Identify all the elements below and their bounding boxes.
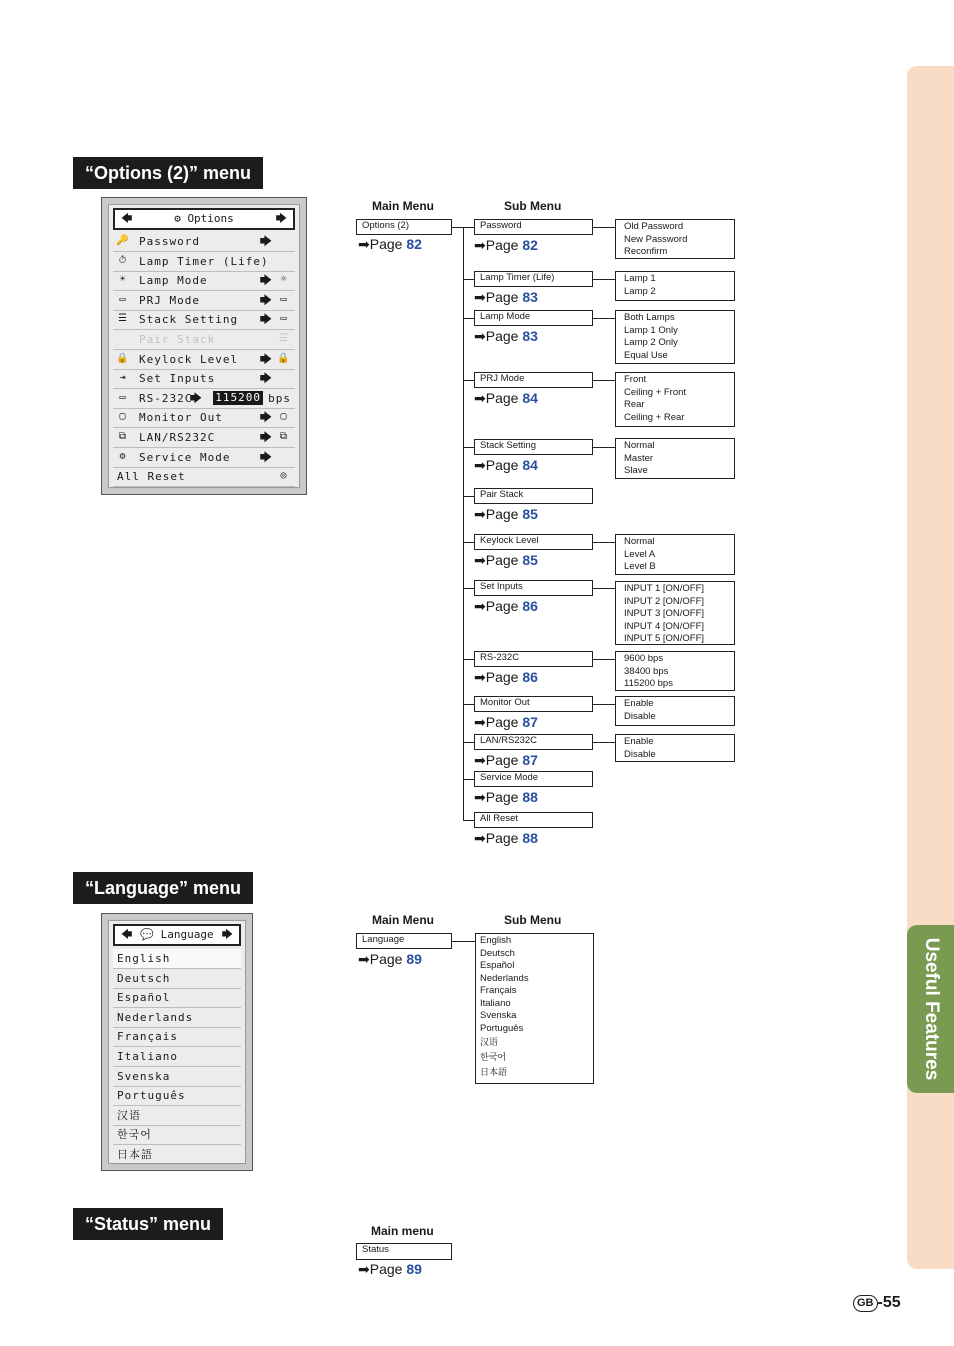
option-item[interactable]: INPUT 4 [ON/OFF] [624,620,705,632]
osd-item-rs-232c[interactable] [113,389,295,409]
osd-item-label: All Reset [117,470,186,484]
options-osd-title: Options [187,212,234,225]
language-option-item[interactable]: Svenska [480,1010,517,1021]
osd-item-icon: ⇥ [119,372,127,384]
connector-line [463,779,474,780]
osd-item-icon: ⏱ [118,254,128,266]
page-word: Page [485,552,519,568]
options-set-inputs [615,581,735,645]
option-item[interactable]: Master [624,452,654,464]
arrow-right-icon: ➡ [474,289,486,305]
submenu-all-reset[interactable]: All Reset [474,812,593,828]
option-item[interactable]: Lamp 2 Only [624,337,678,348]
page-number-link: 85 [522,552,538,568]
osd-language-label: Nederlands [117,1010,194,1024]
submenu-service-mode[interactable]: Service Mode [474,771,593,787]
osd-item-all-reset[interactable] [113,467,295,487]
arrow-left-icon: 🡄 [121,212,133,225]
page-ref-lamp-mode[interactable] [474,328,538,345]
page-number-link: 84 [522,390,538,406]
osd-language-item-9[interactable] [113,1125,241,1145]
arrow-right-icon: 🡆 [221,928,233,941]
osd-language-portugu-s[interactable] [113,1086,241,1106]
region-badge: GB [853,1295,878,1312]
option-item[interactable]: Disable [624,710,656,722]
page-ref-service-mode[interactable] [474,789,538,806]
options-rs-232c [615,651,735,691]
arrow-right-icon: ➡ [474,752,486,768]
arrow-right-icon: ➡ [474,714,486,730]
osd-item-icon: ▭ [119,391,127,403]
arrow-right-icon: ➡ [474,552,486,568]
page-word: Page [485,328,519,344]
option-item[interactable]: Lamp 1 Only [624,324,678,336]
osd-item-label: Monitor Out [139,411,223,425]
osd-language-label: Français [117,1030,178,1044]
language-osd-header [113,924,241,946]
osd-language-item-8[interactable] [113,1106,241,1126]
osd-item-icon: 🔑 [116,235,130,246]
osd-language-label: 日本語 [117,1148,153,1161]
option-item[interactable]: Normal [624,536,655,547]
osd-language-espa-ol[interactable] [113,988,241,1008]
rs232-baud-value[interactable]: 115200 [215,390,261,404]
page-number-value: -55 [877,1294,901,1311]
submenu-pair-stack[interactable]: Pair Stack [474,488,593,504]
submenu-monitor-out[interactable]: Monitor Out [474,696,593,712]
submenu-rs-232c[interactable]: RS-232C [474,651,593,667]
options-lamp-timer-life [615,271,735,301]
osd-language-label: English [117,952,171,965]
osd-item-setting-icon: ◎ [280,470,288,482]
language-sub-menu-header: Sub Menu [504,913,562,927]
connector-line [463,704,474,705]
osd-language-nederlands[interactable] [113,1008,241,1028]
language-option-item[interactable]: English [480,935,512,946]
page-number-link: 83 [522,289,538,305]
submenu-password[interactable]: Password [474,219,593,235]
options-menu-title: “Options (2)” menu [73,157,263,189]
options-lan-rs232c [615,734,735,762]
osd-language-label: Español [117,991,171,1005]
arrow-right-icon: ➡ [474,328,486,344]
osd-item-icon: ☀ [119,274,127,286]
option-item[interactable]: Slave [624,465,648,476]
status-page-ref[interactable] [358,1261,422,1278]
connector-line [463,659,474,660]
page-ref-set-inputs[interactable] [474,598,538,615]
page-number-link: 88 [522,830,538,846]
status-main-menu-header: Main menu [371,1224,434,1238]
connector-line [593,704,615,705]
submenu-set-inputs[interactable]: Set Inputs [474,580,593,596]
osd-item-monitor-out[interactable] [113,408,295,428]
arrow-right-icon: 🡆 [259,449,273,464]
options-page-ref[interactable] [358,236,422,253]
connector-line [452,941,475,942]
arrow-right-icon: 🡆 [259,371,273,386]
arrow-right-icon: 🡆 [189,390,203,405]
language-option-item[interactable]: Português [480,1022,524,1034]
osd-item-label: Service Mode [139,450,231,464]
options-trunk-line [463,227,464,821]
connector-line [593,318,615,319]
osd-item-service-mode[interactable] [113,448,295,468]
status-menu-title: “Status” menu [73,1208,223,1240]
submenu-keylock-level[interactable]: Keylock Level [474,534,593,550]
osd-item-setting-icon: ▢ [280,411,288,423]
language-main-menu-header: Main Menu [372,913,434,927]
page-word: Page [485,830,519,846]
page-number-link: 87 [522,714,538,730]
osd-item-lamp-mode[interactable] [113,271,295,291]
language-menu-title: “Language” menu [73,872,253,904]
page-word: Page [485,714,519,730]
arrow-right-icon: 🡆 [259,312,273,327]
option-item[interactable]: Lamp 1 [624,273,656,284]
rs232-unit: bps [268,391,291,405]
page-ref-pair-stack[interactable] [474,506,538,523]
option-item[interactable]: Rear [624,399,645,410]
page-word: Page [485,237,519,253]
page-ref-lamp-timer-life[interactable] [474,289,538,306]
connector-line [593,279,615,280]
connector-line [593,447,615,448]
arrow-right-icon: 🡆 [259,292,273,307]
page-word: Page [485,669,519,685]
options-prj-mode [615,372,735,427]
connector-line [593,588,615,589]
options-main-box[interactable]: Options (2) [356,219,452,235]
connector-line [463,820,474,821]
language-option-item[interactable]: 日本語 [480,1067,508,1077]
page-word: Page [485,752,519,768]
page-ref-password[interactable] [474,237,538,254]
option-item[interactable]: Ceiling + Front [624,386,687,398]
option-item[interactable]: Front [624,374,647,385]
osd-item-icon [116,333,130,345]
osd-language-label: 汉语 [117,1108,141,1122]
osd-item-icon: ▭ [119,293,127,305]
language-option-item[interactable]: Deutsch [480,947,515,959]
options-keylock-level [615,534,735,575]
arrow-right-icon: ➡ [474,457,486,473]
osd-item-label: RS-232C [139,391,193,405]
options-icon: ⚙ [174,212,188,225]
osd-language-label: Português [117,1089,186,1103]
page-number-link: 84 [522,457,538,473]
connector-line [463,227,474,228]
connector-line [593,742,615,743]
page-word: Page [485,506,519,522]
arrow-right-icon: ➡ [474,789,486,805]
arrow-right-icon: ➡ [358,1261,370,1277]
side-tab-label: Useful Features [921,937,942,1081]
option-item[interactable]: INPUT 3 [ON/OFF] [624,608,705,619]
connector-line [463,380,474,381]
main-menu-header: Main Menu [372,199,434,213]
page-ref-rs-232c[interactable] [474,669,538,686]
options-osd-header [113,208,295,230]
option-item[interactable]: Reconfirm [624,246,668,257]
connector-line [463,742,474,743]
page-word: Page [369,951,403,967]
page-number-link: 89 [406,1261,422,1277]
arrow-right-icon: 🡆 [259,410,273,425]
page-ref-all-reset[interactable] [474,830,538,847]
arrow-right-icon: ➡ [474,598,486,614]
submenu-lan-rs232c[interactable]: LAN/RS232C [474,734,593,750]
page-number-link: 82 [406,236,422,252]
osd-item-label: Set Inputs [139,372,216,386]
language-osd-panel [108,920,246,1164]
osd-item-icon: ⧉ [118,431,128,442]
osd-item-icon: ☰ [118,313,128,325]
osd-item-setting-icon: ☼ [280,274,288,286]
osd-item-label: Pair Stack [139,333,216,346]
page-ref-keylock-level[interactable] [474,552,538,569]
language-option-item[interactable]: Nederlands [480,972,529,984]
osd-item-setting-icon: 🔒 [277,352,291,364]
option-item[interactable]: New Password [624,233,688,245]
connector-line [593,380,615,381]
osd-item-label: Keylock Level [139,352,239,366]
option-item[interactable]: INPUT 1 [ON/OFF] [624,583,705,594]
page-ref-monitor-out[interactable] [474,714,538,731]
option-item[interactable]: Both Lamps [624,312,675,323]
option-item[interactable]: INPUT 5 [ON/OFF] [624,633,705,644]
page-number-link: 86 [522,669,538,685]
connector-line [593,542,615,543]
option-item[interactable]: Old Password [624,221,684,232]
page-number-link: 87 [522,752,538,768]
page-word: Page [485,789,519,805]
option-item[interactable]: Enable [624,698,654,709]
option-item[interactable]: 115200 bps [624,678,673,689]
page-number-link: 85 [522,506,538,522]
connector-line [593,227,615,228]
arrow-right-icon: 🡆 [259,273,273,288]
osd-language-svenska[interactable] [113,1067,241,1087]
osd-item-lamp-timer-life[interactable] [113,252,295,272]
submenu-prj-mode[interactable]: PRJ Mode [474,372,593,388]
arrow-right-icon: ➡ [474,830,486,846]
connector-line [452,227,463,228]
options-osd-panel [108,204,300,488]
osd-item-pair-stack[interactable] [113,330,295,350]
page-word: Page [369,236,403,252]
osd-language-deutsch[interactable] [113,969,241,989]
osd-item-set-inputs[interactable] [113,369,295,389]
osd-item-icon: ▢ [119,411,127,423]
arrow-right-icon: ➡ [474,237,486,253]
option-item[interactable]: Normal [624,440,655,451]
status-main-box[interactable]: Status [356,1243,452,1260]
osd-language-label: Deutsch [117,971,171,985]
connector-line [593,659,615,660]
page-number-link: 86 [522,598,538,614]
osd-item-setting-icon: ▭ [280,293,288,305]
options-stack-setting [615,438,735,479]
language-option-item[interactable]: Español [480,960,515,971]
page-word: Page [485,598,519,614]
osd-item-setting-icon: ▭ [280,313,288,325]
osd-item-lan-rs232c[interactable] [113,428,295,448]
submenu-stack-setting[interactable]: Stack Setting [474,439,593,455]
page-number-link: 89 [406,951,422,967]
page-ref-lan-rs232c[interactable] [474,752,538,769]
option-item[interactable]: 38400 bps [624,665,669,677]
osd-item-setting-icon: ⧉ [279,431,289,442]
connector-line [463,447,474,448]
connector-line [463,318,474,319]
options-osd-screen [101,197,307,495]
option-item[interactable]: Ceiling + Rear [624,411,685,423]
arrow-right-icon: 🡆 [275,212,287,225]
options-password [615,219,735,259]
connector-line [463,279,474,280]
option-item[interactable]: Level A [624,548,656,560]
page-number [853,1294,901,1312]
option-item[interactable]: Disable [624,748,656,760]
arrow-right-icon: ➡ [474,506,486,522]
osd-item-label: Password [139,235,200,248]
page-ref-prj-mode[interactable] [474,390,538,407]
arrow-right-icon: 🡆 [259,351,273,366]
page-number-link: 82 [522,237,538,253]
osd-item-label: Lamp Mode [139,274,208,288]
option-item[interactable]: Enable [624,736,654,747]
arrow-right-icon: ➡ [358,951,370,967]
language-option-item[interactable]: Français [480,985,517,996]
osd-item-keylock-level[interactable] [113,350,295,370]
language-osd-title: Language [160,928,214,941]
osd-language-english[interactable] [113,949,241,969]
osd-item-icon: ⚙ [119,450,127,462]
arrow-right-icon: 🡆 [259,234,273,248]
osd-item-password[interactable] [113,232,295,252]
osd-item-setting-icon: ☰ [279,333,289,344]
arrow-right-icon: 🡆 [259,430,273,444]
option-item[interactable]: 9600 bps [624,653,664,664]
osd-language-label: Svenska [117,1069,171,1083]
osd-item-label: PRJ Mode [139,293,200,307]
option-item[interactable]: INPUT 2 [ON/OFF] [624,595,705,607]
osd-item-label: Stack Setting [139,313,239,327]
arrow-right-icon: ➡ [474,390,486,406]
osd-item-label: Lamp Timer (Life) [139,254,269,268]
language-page-ref[interactable] [358,951,422,968]
option-item[interactable]: Equal Use [624,349,668,361]
sub-menu-header: Sub Menu [504,199,562,213]
osd-language-item-10[interactable] [113,1145,241,1165]
connector-line [463,496,474,497]
osd-language-label: Italiano [117,1050,178,1063]
option-item[interactable]: Level B [624,561,656,572]
page-ref-stack-setting[interactable] [474,457,538,474]
osd-item-icon: 🔒 [116,352,130,364]
options-lamp-mode [615,310,735,364]
options-monitor-out [615,696,735,726]
osd-item-label: LAN/RS232C [139,431,216,444]
connector-line [463,542,474,543]
osd-language-italiano[interactable] [113,1047,241,1067]
language-osd-screen [101,913,253,1171]
osd-item-stack-setting[interactable] [113,310,295,330]
language-main-box[interactable]: Language [356,933,452,949]
language-option-item[interactable]: 汉语 [480,1037,499,1047]
connector-line [463,588,474,589]
option-item[interactable]: Lamp 2 [624,285,656,297]
language-option-item[interactable]: 한국어 [480,1052,507,1062]
page-number-link: 83 [522,328,538,344]
page-word: Page [369,1261,403,1277]
osd-language-label: 한국어 [117,1128,152,1142]
page-word: Page [485,457,519,473]
arrow-right-icon: ➡ [474,669,486,685]
osd-item-prj-mode[interactable] [113,291,295,311]
arrow-left-icon: 🡄 [121,928,133,941]
language-options-list [475,933,594,1084]
submenu-lamp-mode[interactable]: Lamp Mode [474,310,593,326]
page-word: Page [485,390,519,406]
submenu-lamp-timer-life[interactable]: Lamp Timer (Life) [474,271,593,287]
arrow-right-icon: ➡ [358,236,370,252]
osd-language-fran-ais[interactable] [113,1027,241,1047]
speech-bubble-icon: 💬 [140,928,161,941]
language-option-item[interactable]: Italiano [480,997,511,1009]
page-word: Page [485,289,519,305]
page-number-link: 88 [522,789,538,805]
